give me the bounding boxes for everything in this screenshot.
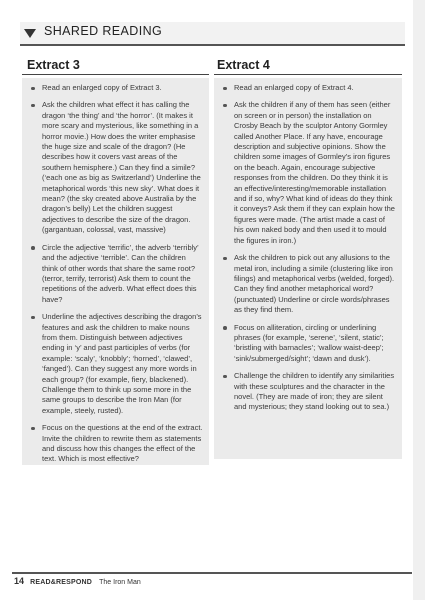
- list-item-text: Focus on alliteration, circling or underlining phrases (for example, ‘serene’, ‘silent, static’; ‘bristling with barnacles’; ‘wallow waist-deep’; ‘sink/submerged/sight’; ‘dawn and dusk’).: [234, 322, 384, 363]
- footer-rule: [12, 572, 412, 574]
- triangle-down-icon: [24, 29, 36, 38]
- extract-3-rule: [22, 74, 209, 75]
- bullet-icon: [223, 326, 227, 330]
- list-item: [220, 323, 396, 365]
- brand-logo: READ&RESPOND: [30, 579, 93, 586]
- bullet-icon: [223, 257, 227, 261]
- list-item: [28, 423, 203, 465]
- list-item-text: Ask the children to pick out any allusions to the metal iron, including a simile (clustering like iron filings) and metaphorical verbs (welded, forged). Can they find another metaphorical word? (punctuated) Underline or circle words/phrases as they find them.: [234, 253, 395, 315]
- bullet-icon: [223, 104, 227, 108]
- list-item-text: Circle the adjective ‘terrific’, the adverb ‘terribly’ and the adjective ‘terrible’. Can the children think of other words that share the same root? (terror, terrify, terrorist) Ask them to count the repetitions of the adverb. What effect does this have?: [42, 242, 199, 304]
- extract-3-box: [22, 78, 209, 465]
- list-item: [28, 312, 203, 416]
- extract-4-box: [214, 78, 402, 459]
- list-item-text: Underline the adjectives describing the dragon’s features and ask the children to make nouns from them. Distinguish between adjectives ending in ‘y’ and past participles of verbs (for example: ‘scaly’, ‘knobbly’; ‘horned’, ‘clawed’, ‘fanged’). Can they suggest any more words in each group? (for example, fiery, blackened). Challenge them to think up some more in the same groups to describe the Iron Man (for example, steely, rusted).: [42, 312, 202, 415]
- section-title: SHARED READING: [44, 24, 163, 38]
- list-item-text: Ask the children what effect it has calling the dragon ‘the thing’ and ‘the horror’. (It makes it more scary and mysterious, like something in a horror movie.) How does the writer emphasise the huge size and scale of the dragon? (He describes how it covers vast areas of the southern hemisphere.) Can they find a simile? (‘each one as big as Switzerland’) Underline the metaphorical words ‘this new sky’. What does it mean? (the sky created above Australia by the dragon’s belly) Let the children suggest adjectives to describe the size of the dragon. (gargantuan, colossal, vast, massive): [42, 100, 201, 235]
- list-item: [220, 83, 396, 93]
- list-item: [220, 253, 396, 315]
- header-rule: [20, 44, 405, 46]
- list-item: [220, 371, 396, 413]
- list-item-text: Read an enlarged copy of Extract 4.: [234, 83, 354, 92]
- extract-4-rule: [214, 74, 402, 75]
- list-item: [28, 83, 203, 93]
- bullet-icon: [31, 316, 35, 320]
- page-number: 14: [14, 576, 25, 586]
- extract-3-list: [22, 78, 209, 471]
- list-item-text: Challenge the children to identify any similarities with these sculptures and the character in the novel. (They are made of iron; they are silent and mysterious; they stand looking out to sea.): [234, 371, 395, 412]
- bullet-icon: [31, 104, 35, 108]
- bullet-icon: [31, 87, 35, 91]
- list-item-text: Ask the children if any of them has seen (either on screen or in person) the installation on Crosby Beach by the sculptor Antony Gormley called Another Place. If any have, encourage description and subjective opinions. Show the children some images of Gormley’s iron figures on the beach. Again, encourage subjective responses from the children. Do they think it is an effective/interesting/memorable installation and if so, why? What kind of ideas do they think it conveys? Ask them if they can explain how the figures were made. (The artist made a cast of his own naked body and then used it to mould the figures in iron.): [234, 100, 395, 245]
- list-item: [28, 243, 203, 305]
- bullet-icon: [223, 87, 227, 91]
- book-title: The Iron Man: [99, 579, 141, 586]
- page-footer: [14, 576, 141, 586]
- list-item: [28, 100, 203, 235]
- page-edge: [413, 0, 425, 600]
- extract-4-title: Extract 4: [217, 58, 270, 72]
- list-item-text: Read an enlarged copy of Extract 3.: [42, 83, 162, 92]
- extract-3-title: Extract 3: [27, 58, 80, 72]
- bullet-icon: [31, 427, 35, 431]
- bullet-icon: [31, 246, 35, 250]
- extract-4-list: [214, 78, 402, 419]
- list-item: [220, 100, 396, 246]
- bullet-icon: [223, 375, 227, 379]
- list-item-text: Focus on the questions at the end of the extract. Invite the children to rewrite them as statements and discuss how this changes the effect of the text. Which is most effective?: [42, 423, 203, 464]
